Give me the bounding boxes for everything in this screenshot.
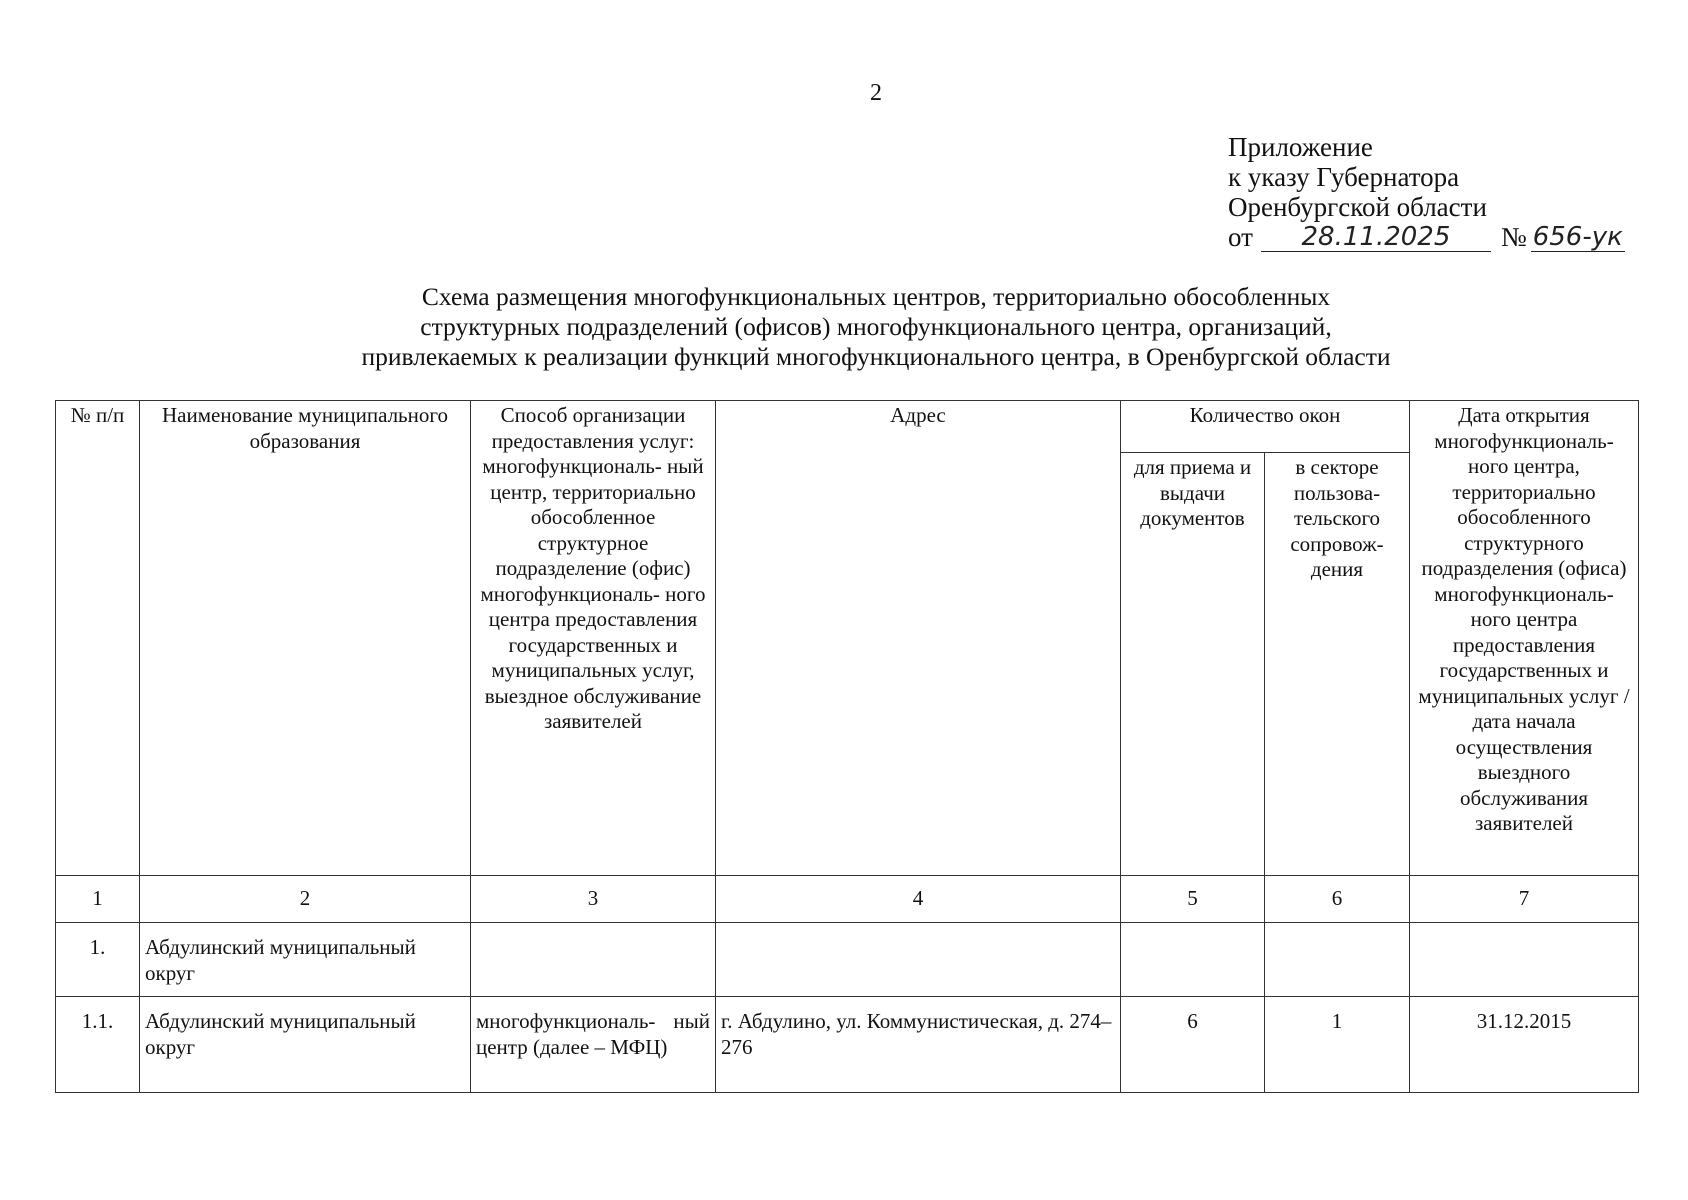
column-number: 6	[1265, 876, 1410, 923]
header-windows: Количество окон	[1121, 401, 1410, 453]
appendix-line-1: Приложение	[1228, 132, 1373, 162]
column-number: 5	[1121, 876, 1265, 923]
column-number-row	[56, 876, 1639, 923]
header-method: Способ организации предоставления услуг: многофункциональ- ный центр, территориально обособленное структурное подразделение (офис) многофункциональ- ного центра предоставления государственных и муниципальных услуг, выездное обслуживание заявителей	[471, 401, 716, 876]
row-municipality: Абдулинский муниципальный округ	[140, 997, 471, 1093]
handwritten-number: 656-ук	[1532, 222, 1623, 252]
row-address	[716, 923, 1121, 997]
column-number: 7	[1410, 876, 1639, 923]
handwritten-date: 28.11.2025	[1301, 222, 1451, 252]
row-open-date	[1410, 923, 1639, 997]
row-windows-support: 1	[1265, 997, 1410, 1093]
page-number: 2	[870, 80, 882, 106]
row-num: 1.1.	[56, 997, 140, 1093]
header-row-1	[56, 401, 1639, 453]
table-row	[56, 997, 1639, 1093]
row-windows-docs: 6	[1121, 997, 1265, 1093]
row-address: г. Абдулино, ул. Коммунистическая, д. 274–276	[716, 997, 1121, 1093]
column-number: 1	[56, 876, 140, 923]
row-municipality: Абдулинский муниципальный округ	[140, 923, 471, 997]
column-number: 3	[471, 876, 716, 923]
document-title	[0, 282, 1688, 372]
title-line-3: привлекаемых к реализации функций многофункционального центра, в Оренбургской области	[361, 342, 1391, 371]
number-field	[1531, 223, 1625, 252]
appendix-block	[1228, 132, 1625, 252]
table-row	[56, 923, 1639, 997]
title-line-1: Схема размещения многофункциональных центров, территориально обособленных	[421, 282, 1331, 311]
column-number: 4	[716, 876, 1121, 923]
from-label: от	[1228, 222, 1253, 252]
header-num: № п/п	[56, 401, 140, 876]
column-number: 2	[140, 876, 471, 923]
date-field	[1261, 223, 1491, 252]
number-sign: №	[1500, 222, 1527, 252]
header-municipality: Наименование муниципального образования	[140, 401, 471, 876]
appendix-date-line	[1228, 222, 1625, 252]
row-open-date: 31.12.2015	[1410, 997, 1639, 1093]
header-open-date: Дата открытия многофункциональ- ного центра, территориально обособленного структурного подразделения (офиса) многофункциональ- ного центра предоставления государственных и муниципальных услуг / дата начала осуществления выездного обслуживания заявителей	[1410, 401, 1639, 876]
schema-table	[55, 400, 1639, 1093]
row-windows-support	[1265, 923, 1410, 997]
header-address: Адрес	[716, 401, 1121, 876]
header-windows-docs: для приема и выдачи документов	[1121, 453, 1265, 876]
row-num: 1.	[56, 923, 140, 997]
title-line-2: структурных подразделений (офисов) многофункционального центра, организаций,	[420, 312, 1332, 341]
header-windows-support: в секторе пользова- тельского сопровож- дения	[1265, 453, 1410, 876]
row-method: многофункциональ- ный центр (далее – МФЦ)	[471, 997, 716, 1093]
appendix-line-2: к указу Губернатора	[1228, 162, 1460, 192]
row-method	[471, 923, 716, 997]
appendix-line-3: Оренбургской области	[1228, 192, 1487, 222]
row-windows-docs	[1121, 923, 1265, 997]
